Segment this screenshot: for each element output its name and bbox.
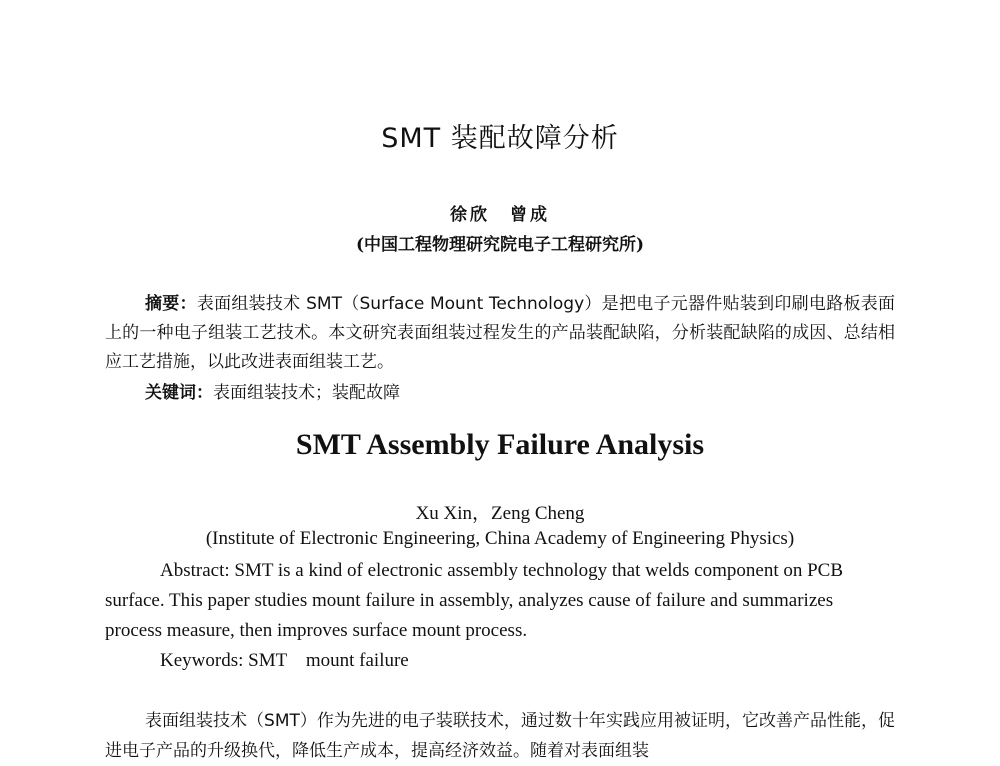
english-abstract: Abstract: SMT is a kind of electronic assembly technology that welds component on PCB surface. This paper studies mount failure in assembly, analyzes cause of failure and summarizes process measure, then improves surface mount process. xyxy=(105,560,844,641)
english-title: SMT Assembly Failure Analysis xyxy=(295,428,705,461)
chinese-abstract-text: 表面组装技术 SMT（Surface Mount Technology）是把电子元器件贴装到印刷电路板表面上的一种电子组装工艺技术。本文研究表面组装过程发生的产品装配缺陷，分析装配缺陷的成因、总结相应工艺措施，以此改进表面组装工艺。 xyxy=(105,294,896,372)
chinese-abstract-label: 摘要： xyxy=(145,294,197,314)
chinese-affiliation: (中国工程物理研究院电子工程研究所) xyxy=(355,235,645,255)
chinese-authors: 徐欣 曾成 xyxy=(450,205,550,225)
chinese-keywords-label: 关键词： xyxy=(145,383,213,403)
chinese-title: SMT 装配故障分析 xyxy=(381,123,619,154)
body-paragraph: 表面组装技术（SMT）作为先进的电子装联技术，通过数十年实践应用被证明，它改善产品性能，促进电子产品的升级换代，降低生产成本，提高经济效益。随着对表面组装 xyxy=(105,711,895,761)
english-affiliation: (Institute of Electronic Engineering, China Academy of Engineering Physics) xyxy=(205,528,795,549)
english-authors: Xu Xin，Zeng Cheng xyxy=(415,503,585,524)
chinese-abstract xyxy=(105,290,895,377)
chinese-keywords xyxy=(145,379,895,408)
english-keywords: Keywords: SMT mount failure xyxy=(160,650,409,671)
chinese-keywords-text: 表面组装技术；装配故障 xyxy=(213,383,400,403)
